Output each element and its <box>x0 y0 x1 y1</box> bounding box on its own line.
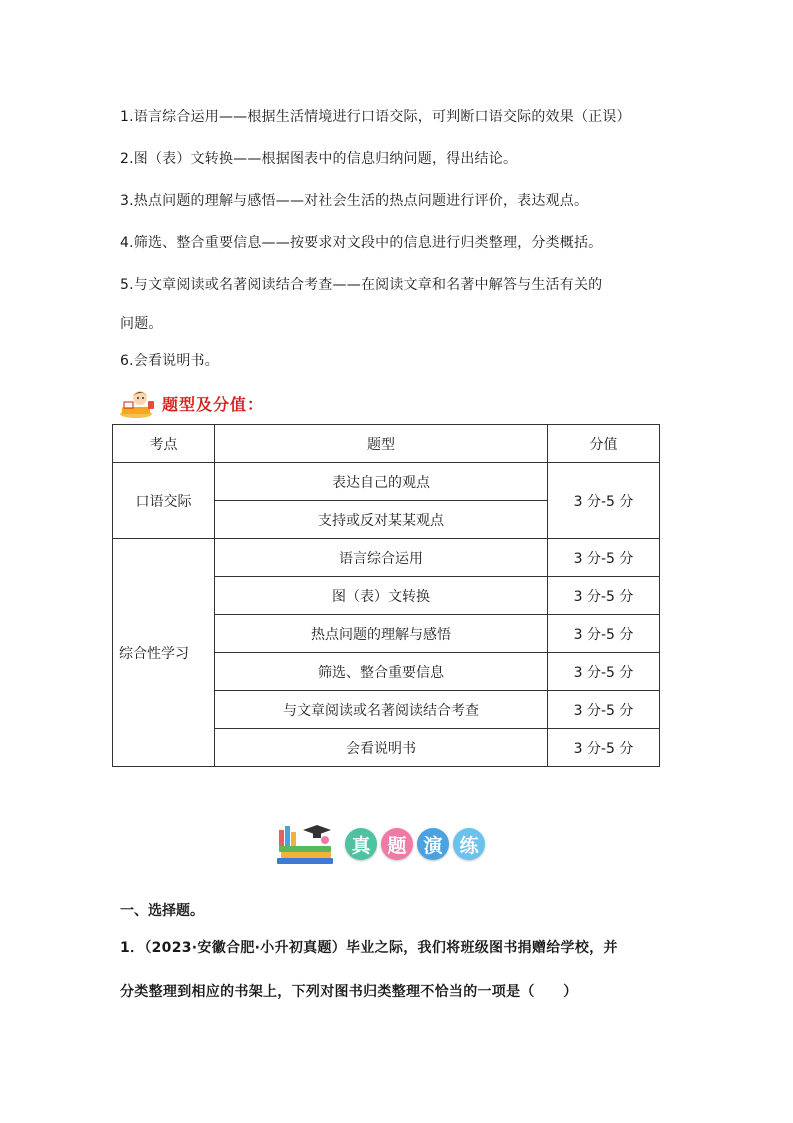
score-cell: 3 分-5 分 <box>548 539 660 577</box>
score-cell: 3 分-5 分 <box>548 577 660 615</box>
type-cell: 热点问题的理解与感悟 <box>215 615 548 653</box>
score-cell: 3 分-5 分 <box>548 615 660 653</box>
score-cell: 3 分-5 分 <box>548 463 660 539</box>
practice-banner <box>273 822 485 866</box>
point-4: 4.筛选、整合重要信息——按要求对文段中的信息进行归类整理，分类概括。 <box>120 235 603 251</box>
type-cell: 语言综合运用 <box>215 539 548 577</box>
banner-char-4: 练 <box>453 828 485 860</box>
table-row <box>113 463 660 501</box>
question-1-line-1: 1．（2023·安徽合肥·小升初真题）毕业之际，我们将班级图书捐赠给学校，并 <box>120 940 618 956</box>
banner-char-1: 真 <box>345 828 377 860</box>
type-cell: 支持或反对某某观点 <box>215 501 548 539</box>
score-cell: 3 分-5 分 <box>548 729 660 767</box>
score-table <box>112 424 660 767</box>
topic-cell: 综合性学习 <box>113 539 215 767</box>
question-section-title: 一、选择题。 <box>120 903 204 919</box>
point-2: 2.图（表）文转换——根据图表中的信息归纳问题，得出结论。 <box>120 151 518 167</box>
point-3: 3.热点问题的理解与感悟——对社会生活的热点问题进行评价，表达观点。 <box>120 193 589 209</box>
point-6: 6.会看说明书。 <box>120 353 219 369</box>
point-5: 5.与文章阅读或名著阅读结合考查——在阅读文章和名著中解答与生活有关的 <box>120 277 603 293</box>
question-1-line-2: 分类整理到相应的书架上，下列对图书归类整理不恰当的一项是（ ） <box>120 984 578 1000</box>
student-reading-icon <box>118 387 158 419</box>
banner-char-3: 演 <box>417 828 449 860</box>
header-type: 题型 <box>215 425 548 463</box>
point-1: 1.语言综合运用——根据生活情境进行口语交际，可判断口语交际的效果（正误） <box>120 109 631 125</box>
topic-cell: 口语交际 <box>113 463 215 539</box>
books-icon <box>273 822 341 866</box>
banner-char-2: 题 <box>381 828 413 860</box>
section-heading <box>118 386 264 420</box>
type-cell: 会看说明书 <box>215 729 548 767</box>
header-topic: 考点 <box>113 425 215 463</box>
score-cell: 3 分-5 分 <box>548 691 660 729</box>
type-cell: 与文章阅读或名著阅读结合考查 <box>215 691 548 729</box>
type-cell: 筛选、整合重要信息 <box>215 653 548 691</box>
table-row <box>113 539 660 577</box>
table-header-row <box>113 425 660 463</box>
score-cell: 3 分-5 分 <box>548 653 660 691</box>
header-score: 分值 <box>548 425 660 463</box>
type-cell: 图（表）文转换 <box>215 577 548 615</box>
point-5-continued: 问题。 <box>120 316 163 332</box>
section-title: 题型及分值： <box>162 394 265 414</box>
type-cell: 表达自己的观点 <box>215 463 548 501</box>
